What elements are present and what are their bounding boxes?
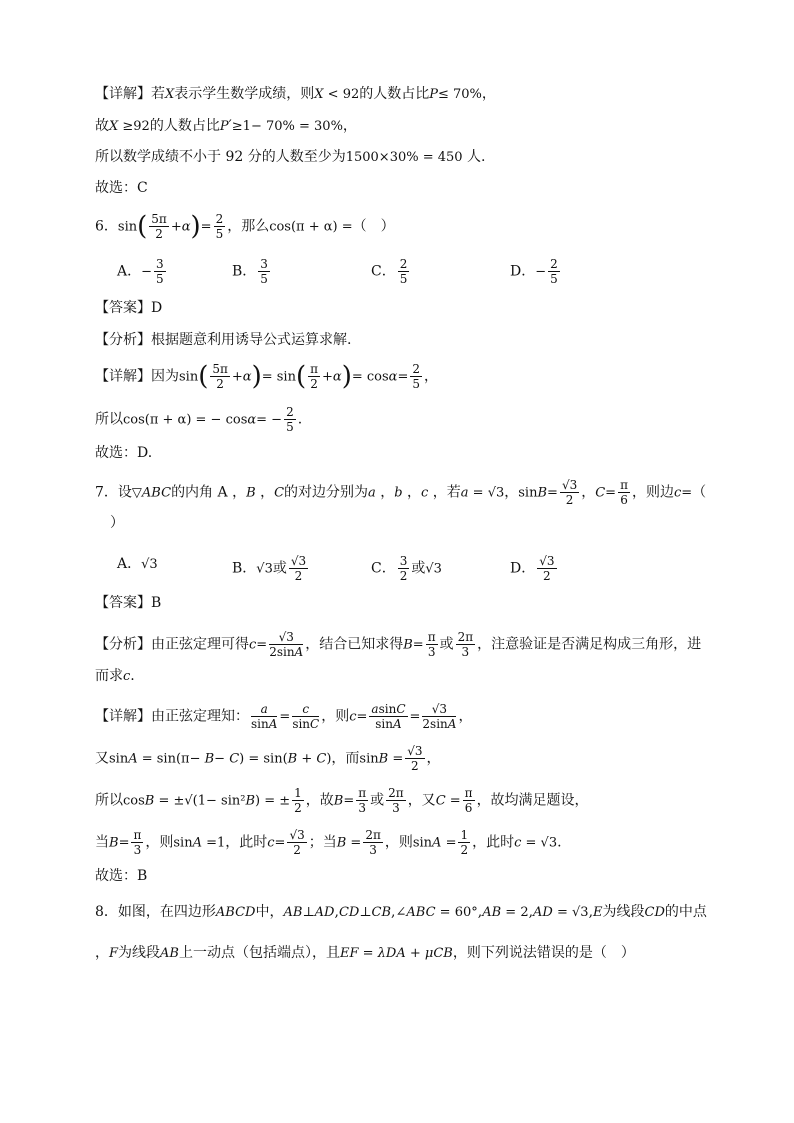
q6-option-d: D．− $\frac{2}{5}$ (510, 257, 558, 286)
q6-analysis: 【分析】根据题意利用诱导公式运算求解. (95, 332, 352, 348)
q6-choose: 故选：D. (95, 445, 153, 461)
q6-detail-line1: 【详解】因为sin( $\frac{5\pi}{2}$ +α)= sin( $\frac{\pi}{2}$ +α)= cosα= $\frac{2}{5}$ ， (95, 361, 438, 392)
q7-detail-line2: 又sinA = sin(π− B− C) = sin(B + C)，而sinB = $\frac{√3}{2}$ ， (95, 744, 441, 773)
q7-option-d: D． $\frac{√3}{2}$ (510, 554, 555, 583)
q7-analysis-line2: 而求c. (95, 668, 135, 684)
q7-detail-line3: 所以cosB = ±√(1− sin²B) = ± $\frac{1}{2}$ ，故B= $\frac{\pi}{3}$ 或 $\frac{2\pi}{3}$ ，又C = $\frac{\pi}{6}$ ，故均满足题设， (95, 786, 589, 815)
q6-detail-line2: 所以cos(π + α) = − cosα= − $\frac{2}{5}$ . (95, 405, 303, 434)
q6-option-a: A．− $\frac{3}{5}$ (117, 257, 164, 286)
q6-option-c: C． $\frac{2}{5}$ (371, 257, 408, 286)
q5-choose: 故选：C (95, 180, 148, 196)
q7-analysis-line1: 【分析】由正弦定理可得c= $\frac{√3}{2\sin A}$ ，结合已知求得B= $\frac{\pi}{3}$ 或 $\frac{2\pi}{3}$ ，注意验证是否满足构成三角形，进 (95, 630, 702, 659)
q7-answer: 【答案】B (95, 595, 162, 611)
q7-stem-line2: ） (110, 515, 124, 531)
q7-option-b: B．√3或 $\frac{√3}{2}$ (232, 554, 307, 583)
q6-option-b: B． $\frac{3}{5}$ (232, 257, 268, 286)
q7-detail-line4: 当B= $\frac{\pi}{3}$ ，则sinA =1，此时c= $\frac{√3}{2}$ ；当B = $\frac{2\pi}{3}$ ，则sinA = $\frac{1}{2}$ ，此时c = √3. (95, 828, 562, 857)
q7-stem-line1: 7．设▽ABC的内角 A ，B ，C的对边分别为a ，b ，c ，若a = √3，sinB= $\frac{√3}{2}$ ，C= $\frac{\pi}{6}$ ，则边c=（ (95, 478, 707, 507)
q8-stem-line1: 8．如图，在四边形ABCD中，AB⊥AD,CD⊥CB,∠ABC = 60°,AB = 2,AD = √3,E为线段CD的中点 (95, 904, 707, 920)
q5-detail-line3: 所以数学成绩不小于 92 分的人数至少为1500×30% = 450 人. (95, 149, 486, 165)
q8-stem-line2: ，F为线段AB上一动点（包括端点），且EF = λDA + μCB，则下列说法错误的是（ ） (95, 945, 635, 961)
q5-detail-line2: 故X ≥92的人数占比P′≥1− 70% = 30%， (95, 118, 357, 134)
q7-option-a: A．√3 (117, 556, 158, 572)
q7-detail-line1: 【详解】由正弦定理知： $\frac{a}{\sin A}$ = $\frac{c}{\sin C}$ ，则c= $\frac{asinC}{\sin A}$ = $\frac{√3}{2\sin A}$ ， (95, 702, 473, 731)
q7-option-c: C． $\frac{3}{2}$ 或√3 (371, 554, 442, 583)
q6-answer: 【答案】D (95, 300, 163, 316)
q6-stem: 6．sin( $\frac{5\pi}{2}$ +α)= $\frac{2}{5}$ ，那么cos(π + α) =（ ） (95, 211, 395, 242)
q7-choose: 故选：B (95, 868, 148, 884)
q5-detail-line1: 【详解】若X表示学生数学成绩，则X < 92的人数占比P≤ 70%， (95, 86, 496, 102)
